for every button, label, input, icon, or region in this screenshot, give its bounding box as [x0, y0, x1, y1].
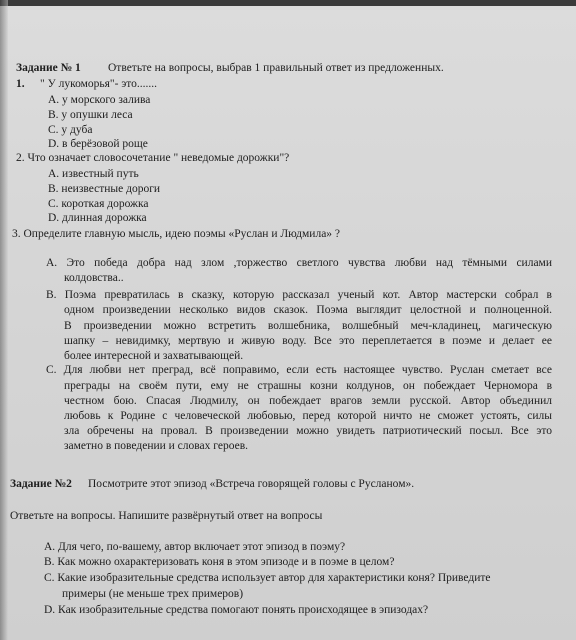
q2-option-a: A. известный путь: [48, 168, 139, 180]
task2-subtitle: Ответьте на вопросы. Напишите развёрнутый ответ на вопросы: [10, 510, 323, 522]
q2-text: 2. Что означает словосочетание " неведомые дорожки"?: [16, 152, 290, 164]
q3-option-c-line4: любовь к Родине с человеческой любовью, перед которой ничто не сможет устоять, силы: [64, 410, 552, 422]
task2-question-d: D. Как изобразительные средства помогают понять происходящее в эпизодах?: [44, 604, 429, 616]
q3-option-a-line2: колдовства..: [64, 272, 124, 284]
q3-option-c-line6: заметно в поведении и словах героев.: [64, 440, 248, 452]
q2-option-b: B. неизвестные дороги: [48, 183, 161, 195]
q1-option-a: A. у морского залива: [48, 94, 151, 106]
page-top-edge: [0, 0, 576, 6]
q1-option-b: B. у опушки леса: [48, 109, 133, 121]
q1-option-c: C. у дуба: [48, 124, 93, 136]
task2-title: Задание №2: [10, 478, 72, 490]
task2-question-b: B. Как можно охарактеризовать коня в этом эпизоде и в поэме в целом?: [44, 556, 395, 568]
q1-text: " У лукоморья"- это.......: [40, 78, 158, 90]
q3-option-c-line3: честном бою. Спасая Людмилу, он побеждает врагов земли русской. Автор объединил: [64, 395, 552, 407]
q3-text: 3. Определите главную мысль, идею поэмы «Руслан и Людмила» ?: [12, 228, 341, 240]
q3-option-b-line1: B. Поэма превратилась в сказку, которую рассказал ученый кот. Автор мастерски собрал в: [46, 289, 552, 301]
q2-option-d: D. длинная дорожка: [48, 212, 147, 224]
q3-option-b-line3: В произведении можно встретить волшебника, волшебный меч-кладинец, магическую: [64, 320, 552, 332]
task2-instruction: Посмотрите этот эпизод «Встреча говорящей головы с Русланом».: [88, 478, 415, 490]
q3-option-c-line1: C. Для любви нет преград, всё поправимо, если есть настоящее чувство. Руслан сметает все: [46, 364, 552, 376]
q3-option-b-line2: одном произведении несколько видов сказок. Поэма выглядит целостной и полноценной.: [64, 304, 552, 316]
q3-option-c-line2: преграды на своём пути, ему не страшны козни колдунов, он побеждает Черномора в: [64, 380, 552, 392]
q1-option-d: D. в берёзовой роще: [48, 138, 148, 150]
q1-number: 1.: [16, 78, 25, 90]
page-left-shadow: [0, 0, 8, 640]
task1-instruction: Ответьте на вопросы, выбрав 1 правильный ответ из предложенных.: [108, 62, 444, 74]
task2-question-a: A. Для чего, по-вашему, автор включает этот эпизод в поэму?: [44, 541, 346, 553]
q2-option-c: C. короткая дорожка: [48, 198, 149, 210]
q3-option-b-line5: более интересной и захватывающей.: [64, 350, 244, 362]
task2-question-c-line2: примеры (не меньше трех примеров): [62, 588, 244, 600]
task2-question-c-line1: C. Какие изобразительные средства использует автор для характеристики коня? Приведите: [44, 572, 491, 584]
q3-option-a-line1: A. Это победа добра над злом ,торжество светлого чувства любви над тёмными силами: [46, 257, 552, 269]
task1-title: Задание № 1: [16, 62, 81, 74]
q3-option-b-line4: шапку – невидимку, мертвую и живую воду. Все это переплетается в поэме и делает ее: [64, 335, 552, 347]
q3-option-c-line5: зла обречены на провал. В произведении можно увидеть патриотический посыл. Все это: [64, 425, 552, 437]
